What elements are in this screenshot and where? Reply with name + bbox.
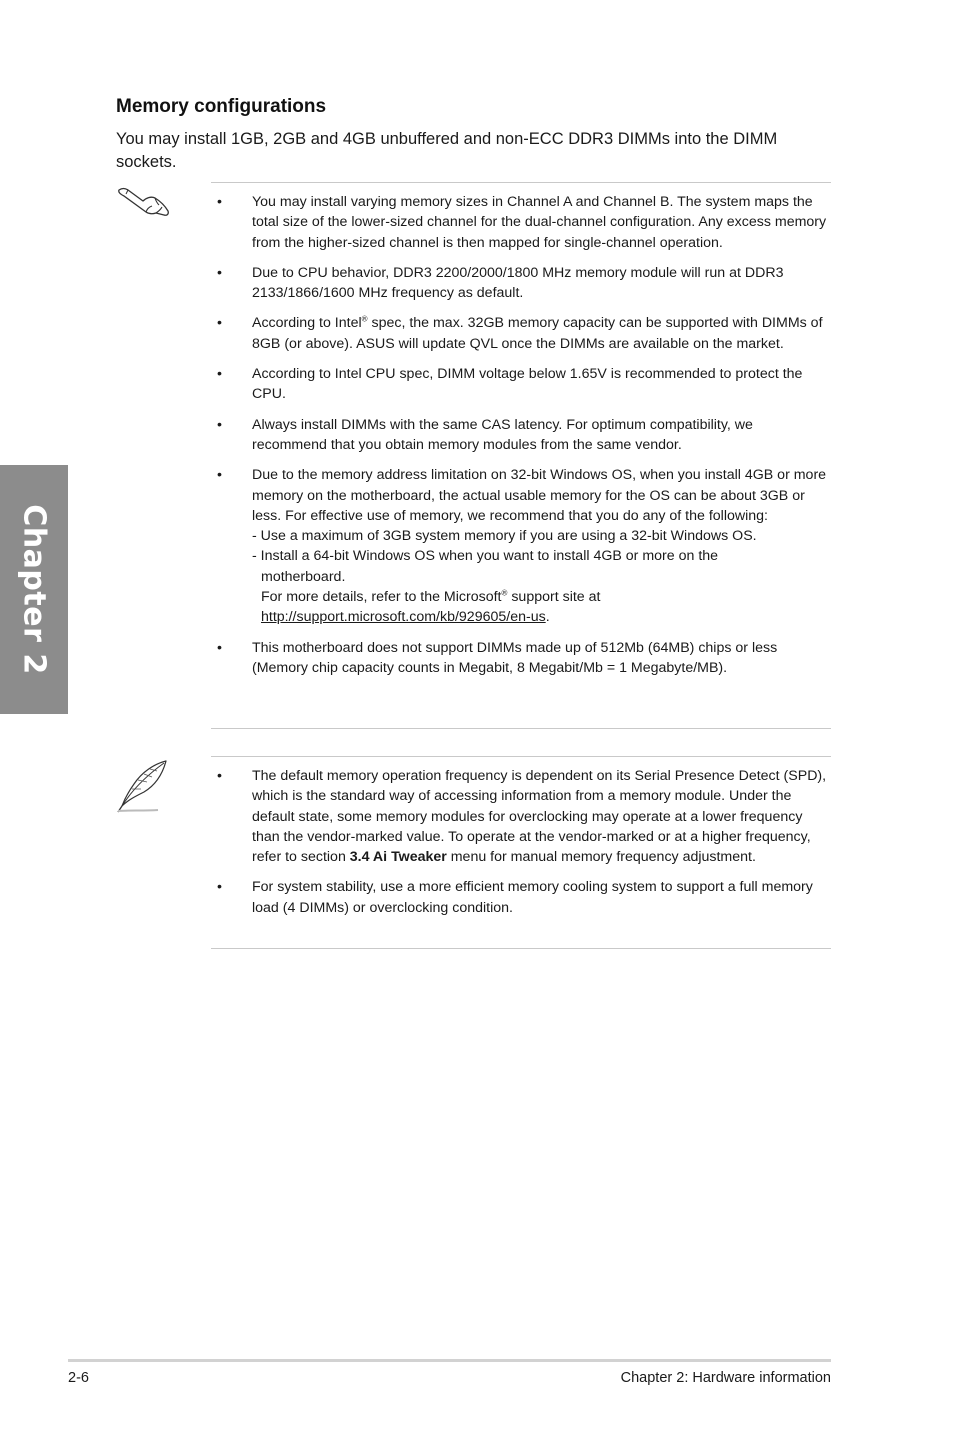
sub-item-64bit-cont: motherboard. (261, 568, 346, 585)
section-title: Memory configurations (116, 96, 327, 117)
chapter-side-tab (0, 465, 68, 714)
list-item: • This motherboard does not support DIMMs made up of 512Mb (64MB) chips or less (Memory chip capacity counts in Megabit, 8 Megabit/Mb = 1 Megabyte/MB). (217, 639, 778, 676)
bullet: • (217, 194, 222, 210)
list-item: • You may install varying memory sizes in Channel A and Channel B. The system maps the total size of the lower-sized channel for the dual-channel configuration. Any excess memory from the higher-sized channel is then mapped for single-channel operation. (217, 194, 827, 251)
bullet: • (217, 366, 222, 383)
chapter-tab-label: Chapter 2 (16, 504, 52, 675)
note-block-1 (211, 182, 831, 729)
list-item: • Always install DIMMs with the same CAS latency. For optimum compatibility, we recommend that you obtain memory modules from the same vendor. (217, 416, 753, 453)
section-reference: 3.4 Ai Tweaker (349, 849, 447, 866)
note-list-1 (211, 192, 831, 678)
list-item: • Due to CPU behavior, DDR3 2200/2000/1800 MHz memory module will run at DDR3 2133/1866/1600 MHz frequency as default. (217, 264, 784, 302)
sub-item-32bit: - Use a maximum of 3GB system memory if you are using a 32-bit Windows OS. (252, 528, 757, 545)
sub-item-64bit: - Install a 64-bit Windows OS when you want to install 4GB or more on the (252, 548, 719, 565)
list-item: • According to Intel® spec, the max. 32GB memory capacity can be supported with DIMMs of 8GB (or above). ASUS will update QVL once the DIMMs are available on the market. (217, 314, 823, 352)
microsoft-support-link[interactable]: http://support.microsoft.com/kb/929605/en-us (261, 609, 546, 626)
microsoft-link-line: http://support.microsoft.com/kb/929605/en-us. (261, 609, 550, 626)
page-number: 2-6 (68, 1370, 89, 1386)
bullet: • (217, 879, 222, 896)
bullet: • (217, 264, 222, 281)
list-item: • For system stability, use a more efficient memory cooling system to support a full memory load (4 DIMMs) or overclocking condition. (217, 879, 813, 916)
note-list-2 (211, 766, 831, 918)
feather-pen-icon (114, 758, 172, 819)
bullet: • (217, 315, 222, 332)
section-intro: You may install 1GB, 2GB and 4GB unbuffered and non-ECC DDR3 DIMMs into the DIMM sockets. (116, 130, 778, 171)
bullet: • (217, 467, 222, 484)
note-block-2 (211, 756, 831, 949)
bullet: • (217, 639, 222, 656)
bullet: • (217, 416, 222, 433)
list-item: • Due to the memory address limitation on 32-bit Windows OS, when you install 4GB or more memory on the motherboard, the actual usable memory for the OS can be about 3GB or less. For effective use of memory, we recommend that you do any of the following: - Use a maximum of 3GB system memory if you are using a 32-bit Windows OS. - Install a 64-bit Windows OS when you want to install 4GB or more on the motherboard. For more details, refer to the Microsoft® support site at http://support.microsoft.com/kb/929605/en-us. (211, 465, 831, 627)
list-item: • The default memory operation frequency is dependent on its Serial Presence Detect (SPD), which is the standard way of accessing information from a memory module. Under the default state, some memory modules for overclocking may operate at a lower frequency than the vendor-marked value. To operate at the vendor-marked or at a higher frequency, refer to section 3.4 Ai Tweaker menu for manual memory frequency adjustment. (217, 768, 827, 866)
pointing-hand-icon (116, 184, 172, 225)
footer-divider (68, 1359, 831, 1362)
microsoft-reference: For more details, refer to the Microsoft® support site at (261, 588, 601, 606)
footer-chapter-title: Chapter 2: Hardware information (620, 1370, 831, 1386)
bullet: • (217, 768, 222, 784)
list-item: • According to Intel CPU spec, DIMM voltage below 1.65V is recommended to protect the CPU. (217, 366, 803, 403)
